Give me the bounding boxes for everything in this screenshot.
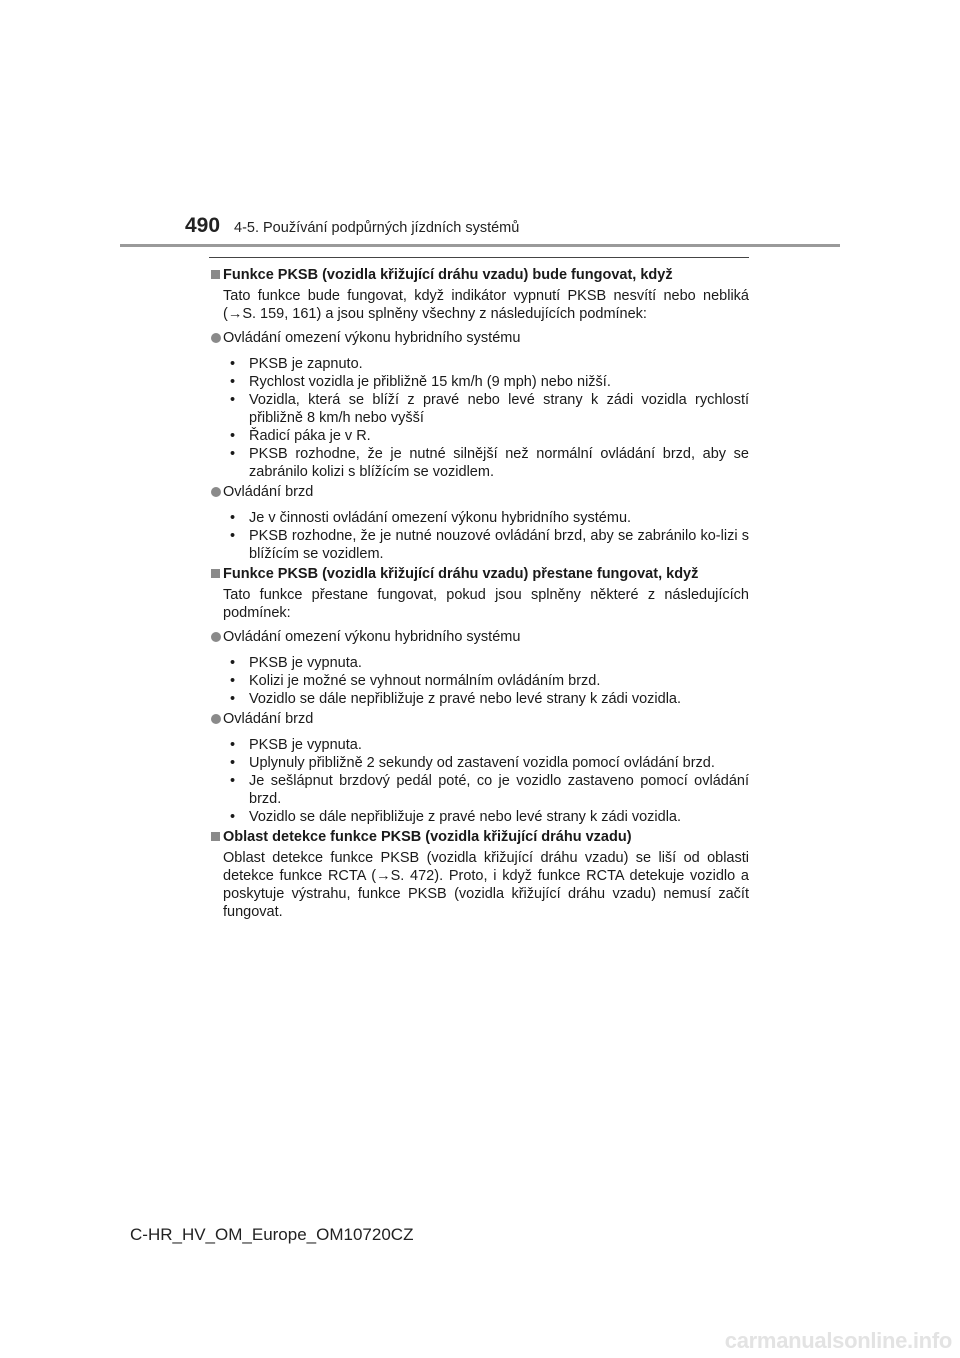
section-heading-text: Funkce PKSB (vozidla křižující dráhu vzadu) přestane fungovat, když [223, 566, 699, 582]
section-paragraph: Tato funkce bude fungovat, když indikátor vypnutí PKSB nesvítí nebo nebliká (→S. 159, 161) a jsou splněny všechny z následujících podmínek: [223, 288, 749, 322]
subsection-title [209, 329, 749, 347]
subsection-title-text: Ovládání omezení výkonu hybridního systému [223, 330, 521, 346]
section-paragraph: Tato funkce přestane fungovat, pokud jsou splněny některé z následujících podmínek: [223, 587, 749, 621]
document-id: C-HR_HV_OM_Europe_OM10720CZ [130, 1225, 414, 1244]
section-heading-text: Oblast detekce funkce PKSB (vozidla křižující dráhu vzadu) [223, 829, 632, 845]
subsection-title-text: Ovládání brzd [223, 711, 314, 727]
list-item: • PKSB rozhodne, že je nutné silnější než normální ovládání brzd, aby se zabránilo kolizi s blížícím se vozidlem. [230, 446, 749, 480]
bullet-list [209, 355, 749, 481]
subsection-title-text: Ovládání omezení výkonu hybridního systému [223, 629, 521, 645]
circle-bullet-icon [211, 487, 221, 497]
section-heading-text: Funkce PKSB (vozidla křižující dráhu vzadu) bude fungovat, když [223, 267, 673, 283]
subsection-title [209, 628, 749, 646]
bullet-list [209, 509, 749, 563]
list-item: • Rychlost vozidla je přibližně 15 km/h (9 mph) nebo nižší. [230, 374, 611, 390]
circle-bullet-icon [211, 714, 221, 724]
header-rule [120, 244, 840, 247]
list-item: • Vozidlo se dále nepřibližuje z pravé nebo levé strany k zádi vozidla. [230, 691, 682, 707]
list-item: • PKSB je vypnuta. [230, 737, 362, 753]
section-heading [209, 565, 749, 583]
section-heading [209, 828, 749, 846]
chapter-title: 4-5. Používání podpůrných jízdních systémů [234, 220, 520, 236]
list-item: • Řadicí páka je v R. [230, 428, 371, 444]
section-heading [209, 266, 749, 284]
page-number: 490 [185, 214, 221, 237]
list-item: • Je sešlápnut brzdový pedál poté, co je vozidlo zastaveno pomocí ovládání brzd. [230, 773, 749, 807]
list-item: • Kolizi je možné se vyhnout normálním ovládáním brzd. [230, 673, 601, 689]
bullet-list [209, 736, 749, 826]
content-area [209, 257, 749, 927]
bullet-list [209, 654, 749, 708]
square-bullet-icon [211, 832, 220, 841]
list-item: • Vozidlo se dále nepřibližuje z pravé nebo levé strany k zádi vozidla. [230, 809, 682, 825]
list-item: • PKSB je zapnuto. [230, 356, 363, 372]
watermark: carmanualsonline.info [724, 1328, 952, 1353]
list-item: • PKSB rozhodne, že je nutné nouzové ovládání brzd, aby se zabránilo ko-lizi s blížícím se vozidlem. [230, 528, 749, 562]
square-bullet-icon [211, 569, 220, 578]
list-item: • Je v činnosti ovládání omezení výkonu hybridního systému. [230, 510, 632, 526]
section-paragraph: Oblast detekce funkce PKSB (vozidla křižující dráhu vzadu) se liší od oblasti detekce funkce RCTA (→S. 472). Proto, i když funkce RCTA detekuje vozidlo a poskytuje výstrahu, funkce PKSB (vozidla křižující dráhu vzadu) nemusí začít fungovat. [223, 850, 749, 920]
subsection-title [209, 483, 749, 501]
circle-bullet-icon [211, 632, 221, 642]
list-item: • Vozidla, která se blíží z pravé nebo levé strany k zádi vozidla rychlostí přibližně 8 km/h nebo vyšší [230, 392, 749, 426]
square-bullet-icon [211, 270, 220, 279]
subsection-title [209, 710, 749, 728]
list-item: • PKSB je vypnuta. [230, 655, 362, 671]
circle-bullet-icon [211, 333, 221, 343]
subsection-title-text: Ovládání brzd [223, 484, 314, 500]
list-item: • Uplynuly přibližně 2 sekundy od zastavení vozidla pomocí ovládání brzd. [230, 755, 715, 771]
